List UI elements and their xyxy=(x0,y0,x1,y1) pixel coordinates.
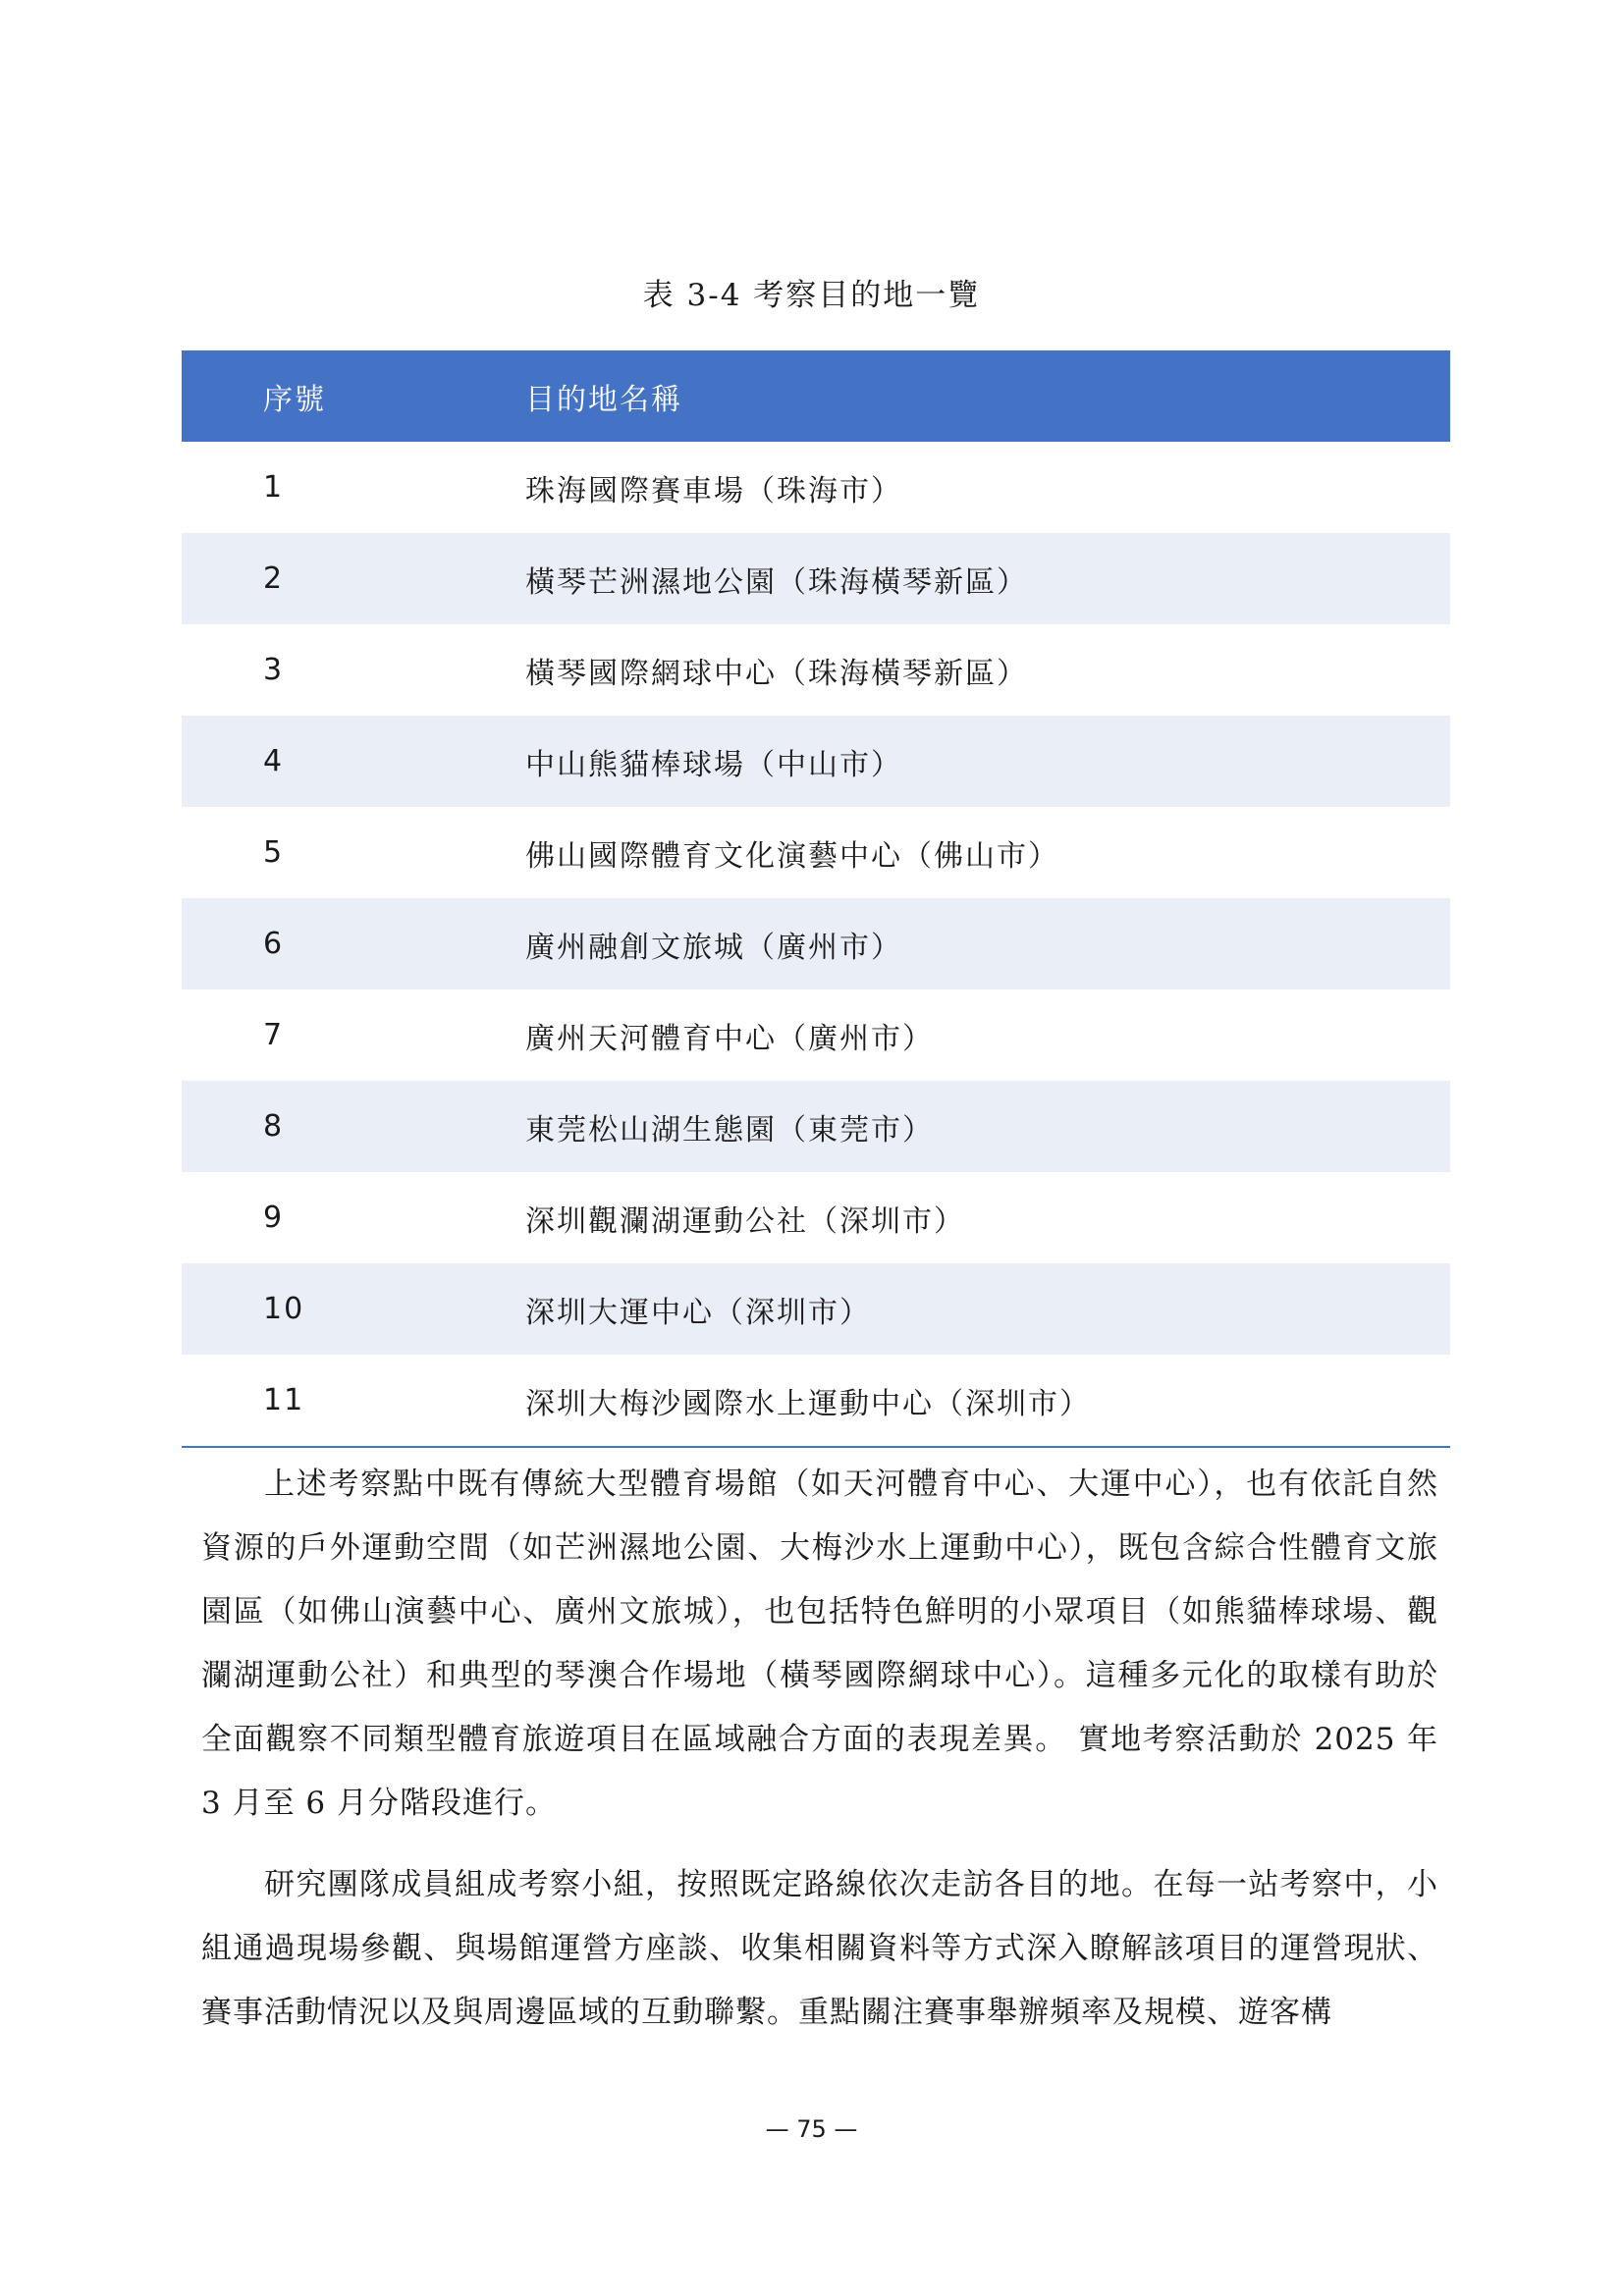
row-name: 深圳觀瀾湖運動公社（深圳市） xyxy=(525,1203,965,1239)
table-row xyxy=(182,1263,1450,1355)
row-index: 9 xyxy=(263,1201,285,1235)
row-index: 10 xyxy=(263,1292,305,1326)
row-index: 11 xyxy=(263,1383,305,1417)
row-name: 橫琴芒洲濕地公園（珠海橫琴新區） xyxy=(525,564,1028,600)
table-caption: 表 3-4 考察目的地一覽 xyxy=(642,278,981,313)
table-row xyxy=(182,807,1450,898)
row-index: 4 xyxy=(263,744,285,778)
row-name: 橫琴國際網球中心（珠海橫琴新區） xyxy=(525,656,1028,691)
body-paragraph: 上述考察點中既有傳統大型體育場館（如天河體育中心、大運中心），也有依託自然資源的戶外運動空間（如芒洲濕地公園、大梅沙水上運動中心），既包含綜合性體育文旅園區（如佛山演藝中心、廣州文旅城），也包括特色鮮明的小眾項目（如熊貓棒球場、觀瀾湖運動公社）和典型的琴澳合作場地（橫琴國際網球中心）。這種多元化的取樣有助於全面觀察不同類型體育旅遊項目在區域融合方面的表現差異。 實地考察活動於 2025 年 3 月至 6 月分階段進行。 xyxy=(201,1467,1438,1821)
row-name: 中山熊貓棒球場（中山市） xyxy=(525,747,902,782)
table-row xyxy=(182,624,1450,716)
table-row xyxy=(182,716,1450,807)
page-number: — 75 — xyxy=(765,2115,858,2143)
header-index: 序號 xyxy=(263,382,326,417)
table-row xyxy=(182,898,1450,989)
row-name: 廣州天河體育中心（廣州市） xyxy=(525,1021,934,1056)
row-index: 1 xyxy=(263,470,285,505)
row-index: 6 xyxy=(263,927,285,961)
destinations-table xyxy=(182,350,1450,1448)
row-index: 8 xyxy=(263,1109,285,1144)
table-row xyxy=(182,442,1450,533)
table-row xyxy=(182,1081,1450,1172)
row-name: 佛山國際體育文化演藝中心（佛山市） xyxy=(525,838,1059,874)
table-row xyxy=(182,989,1450,1081)
row-name: 深圳大梅沙國際水上運動中心（深圳市） xyxy=(525,1386,1091,1421)
table-row xyxy=(182,533,1450,624)
body-paragraph: 研究團隊成員組成考察小組，按照既定路線依次走訪各目的地。在每一站考察中，小組通過現場參觀、與場館運營方座談、收集相關資料等方式深入瞭解該項目的運營現狀、賽事活動情況以及與周邊區域的互動聯繫。重點關注賽事舉辦頻率及規模、遊客構 xyxy=(201,1867,1438,2030)
row-name: 東莞松山湖生態園（東莞市） xyxy=(525,1112,934,1148)
row-name: 珠海國際賽車場（珠海市） xyxy=(525,473,902,508)
table-row xyxy=(182,1355,1450,1448)
header-name: 目的地名稱 xyxy=(525,382,682,417)
row-index: 2 xyxy=(263,561,285,596)
row-index: 3 xyxy=(263,653,285,687)
table-row xyxy=(182,1172,1450,1263)
row-name: 深圳大運中心（深圳市） xyxy=(525,1295,871,1330)
row-index: 7 xyxy=(263,1018,285,1052)
row-index: 5 xyxy=(263,835,285,870)
row-name: 廣州融創文旅城（廣州市） xyxy=(525,930,902,965)
table-header xyxy=(182,350,1450,442)
